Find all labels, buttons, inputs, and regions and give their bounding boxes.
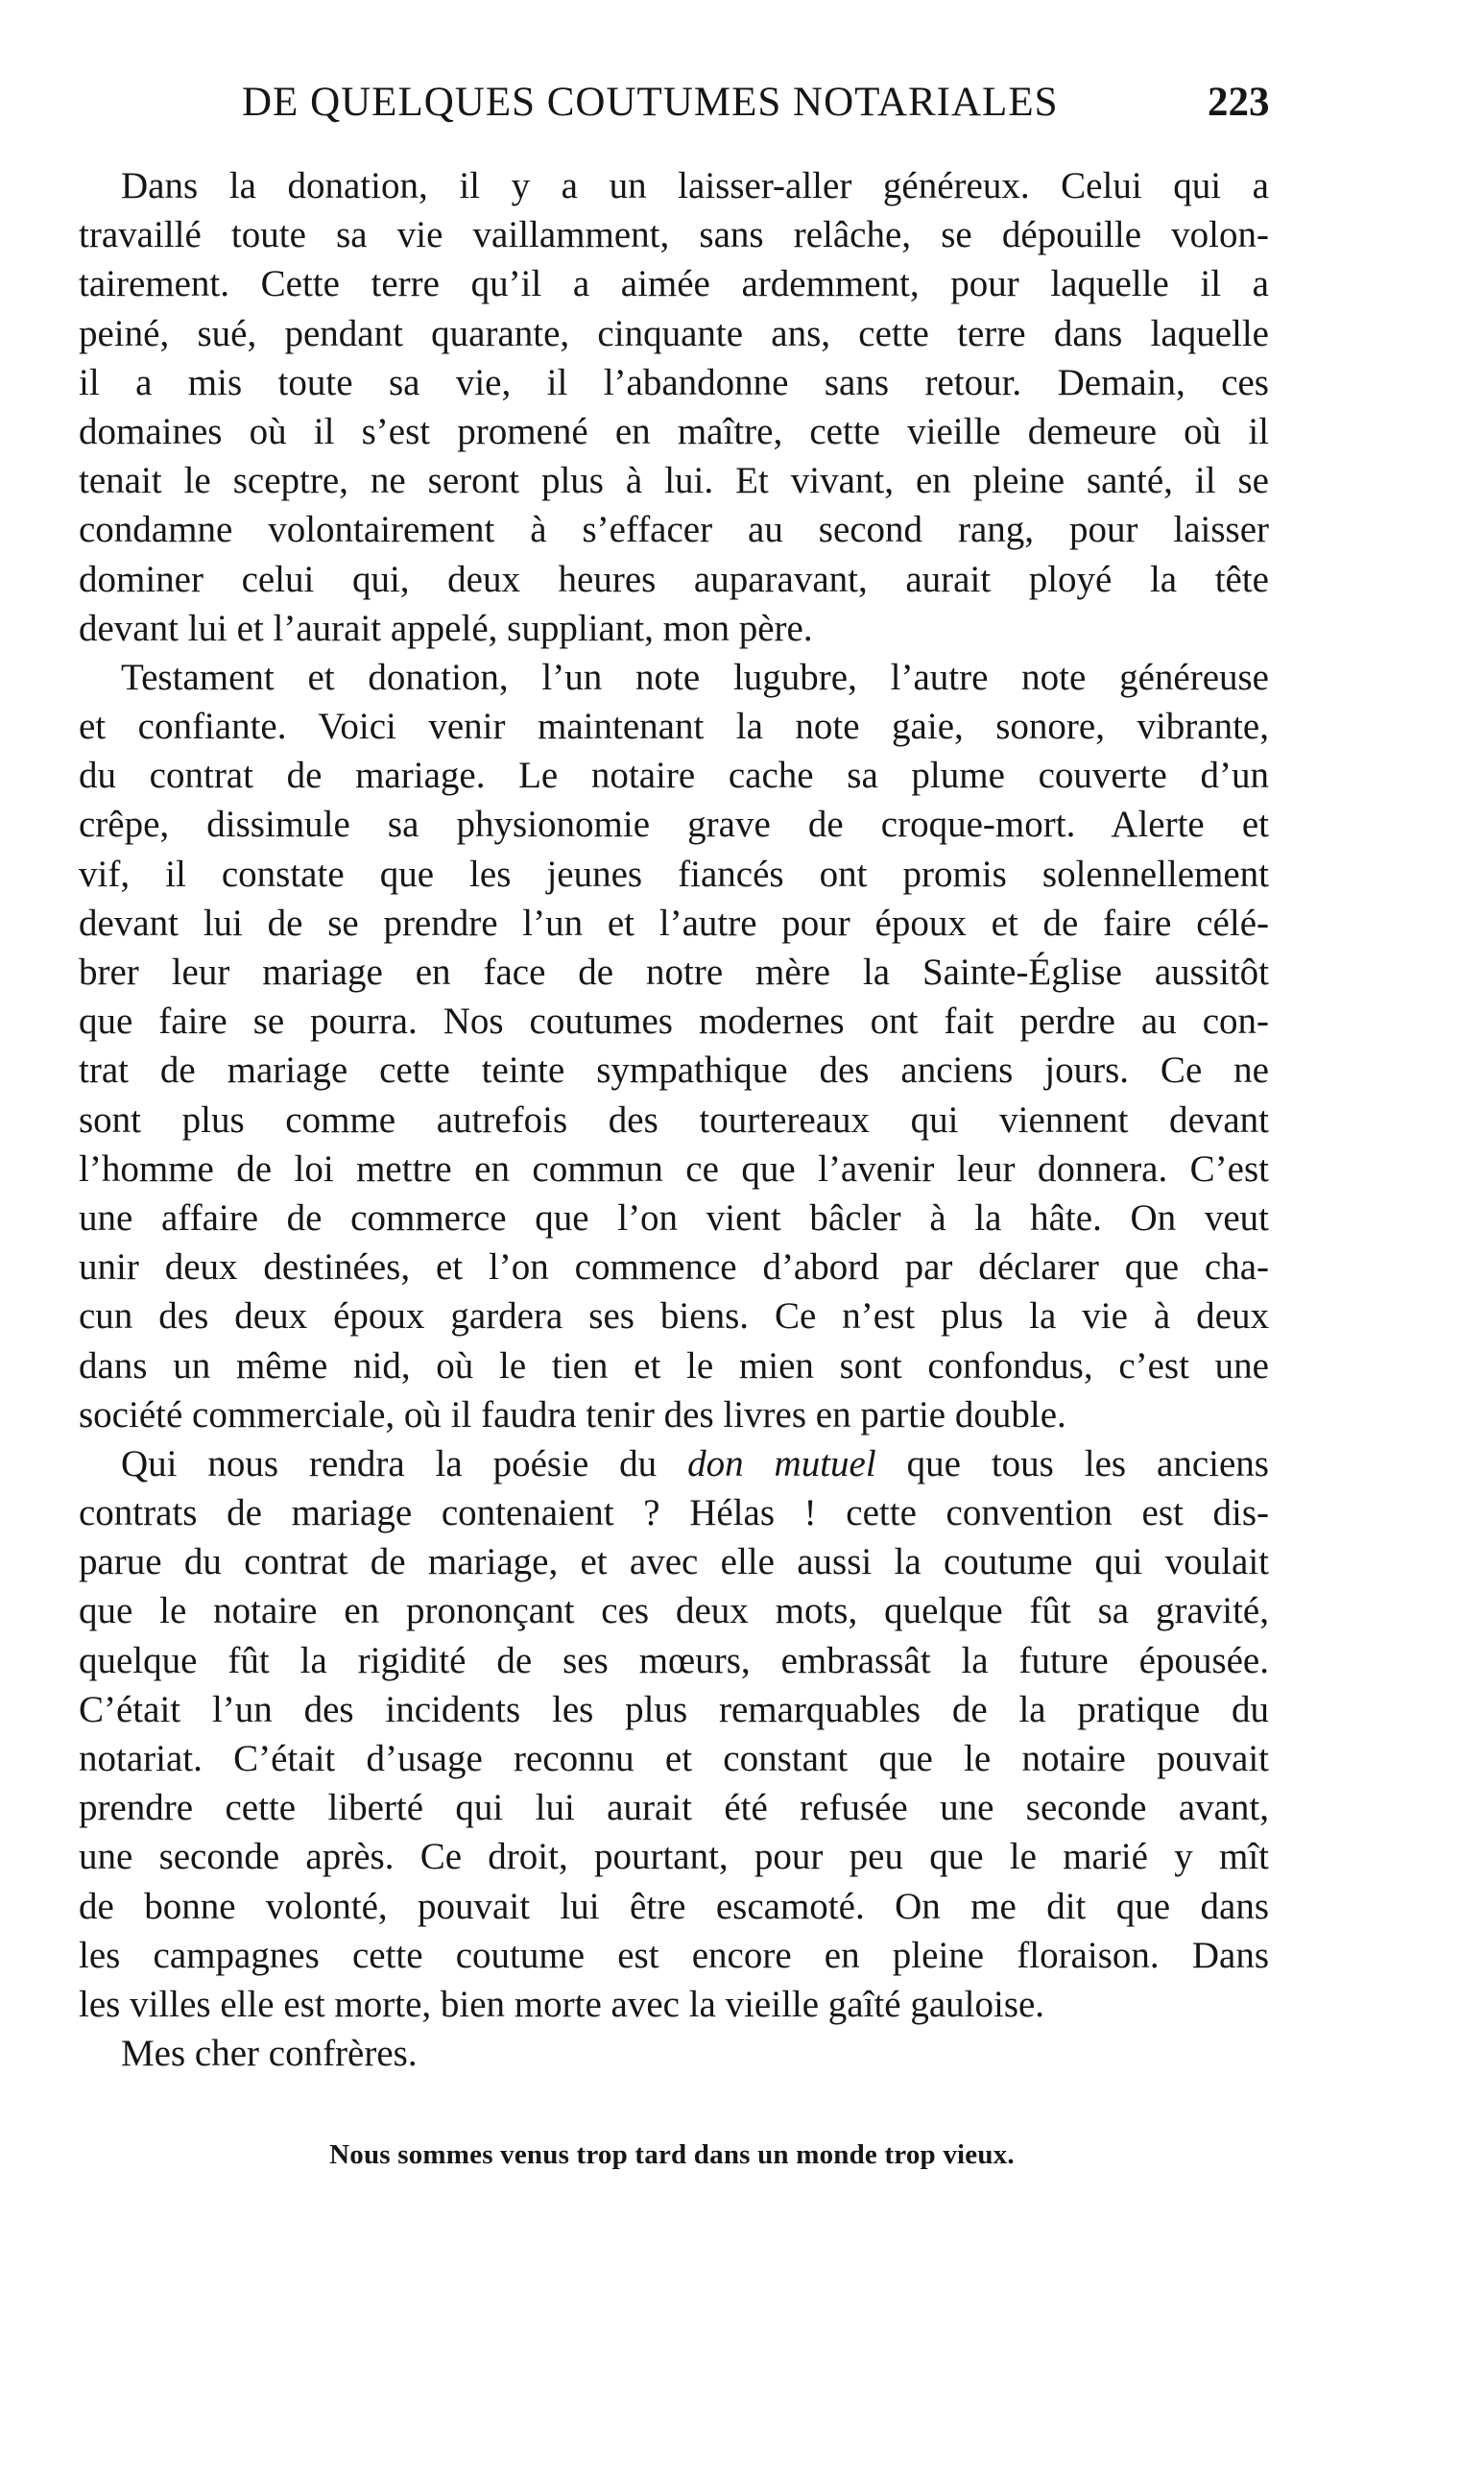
text-line: brer leur mariage en face de notre mère la Sainte-Église aussitôt	[79, 952, 1269, 993]
text-line: l’homme de loi mettre en commun ce que l’avenir leur donnera. C’est	[79, 1147, 1269, 1190]
text-line: trat de mariage cette teinte sympathique des anciens jours. Ce ne	[79, 1049, 1269, 1092]
paragraph-salutation	[79, 2029, 1269, 2078]
paragraph-donation	[79, 161, 1269, 653]
text-line: Dans la donation, il y a un laisser-aller généreux. Celui qui a	[121, 165, 1269, 206]
text-line: C’était l’un des incidents les plus remarquables de la pratique du	[79, 1688, 1269, 1730]
text-line: domaines où il s’est promené en maître, cette vieille demeure où il	[79, 410, 1269, 452]
text-line: les campagnes cette coutume est encore en pleine floraison. Dans	[79, 1934, 1269, 1976]
text-line: devant lui de se prendre l’un et l’autre pour époux et de faire célé-	[79, 902, 1269, 944]
text-run: que tous les anciens	[875, 1442, 1269, 1484]
text-line: les villes elle est morte, bien morte avec la vieille gaîté gauloise.	[79, 1983, 1045, 2025]
text-line: notariat. C’était d’usage reconnu et constant que le notaire pouvait	[79, 1738, 1269, 1779]
text-line: parue du contrat de mariage, et avec elle aussi la coutume qui voulait	[79, 1541, 1269, 1583]
running-head	[77, 79, 1286, 133]
body-text	[79, 161, 1269, 2078]
text-line: travaillé toute sa vie vaillamment, sans relâche, se dépouille volon-	[79, 214, 1269, 256]
text-line: société commerciale, où il faudra tenir des livres en partie double.	[79, 1393, 1066, 1436]
text-run: Qui nous rendra la poésie du	[121, 1442, 688, 1484]
text-line: tenait le sceptre, ne seront plus à lui. Et vivant, en pleine santé, il se	[79, 460, 1269, 502]
closing-quote: Nous sommes venus trop tard dans un monde trop vieux.	[329, 2139, 1015, 2170]
text-line: prendre cette liberté qui lui aurait été refusée une seconde avant,	[79, 1787, 1269, 1829]
text-line: quelque fût la rigidité de ses mœurs, embrassât la future épousée.	[79, 1639, 1269, 1681]
text-line	[79, 1439, 1269, 1488]
paragraph-don-mutuel	[79, 1439, 1269, 2029]
text-line: dominer celui qui, deux heures auparavant, aurait ployé la tête	[79, 558, 1269, 600]
text-line: contrats de mariage contenaient ? Hélas ! cette convention est dis-	[79, 1492, 1269, 1534]
text-line: peiné, sué, pendant quarante, cinquante ans, cette terre dans laquelle	[79, 312, 1269, 354]
text-line: cun des deux époux gardera ses biens. Ce n’est plus la vie à deux	[79, 1295, 1269, 1338]
paragraph-contrat-de-mariage	[79, 653, 1269, 1439]
text-line: de bonne volonté, pouvait lui être escamoté. On me dit que dans	[79, 1885, 1269, 1927]
italic-term: don mutuel	[687, 1442, 876, 1484]
text-line: devant lui et l’aurait appelé, suppliant, mon père.	[79, 607, 813, 649]
text-line: crêpe, dissimule sa physionomie grave de croque-mort. Alerte et	[79, 804, 1269, 846]
text-line: du contrat de mariage. Le notaire cache sa plume couverte d’un	[79, 755, 1269, 797]
text-line: Mes cher confrères.	[121, 2033, 418, 2075]
running-title: DE QUELQUES COUTUMES NOTARIALES	[242, 80, 1059, 125]
text-line: une affaire de commerce que l’on vient bâcler à la hâte. On veut	[79, 1196, 1269, 1239]
text-line: il a mis toute sa vie, il l’abandonne sans retour. Demain, ces	[79, 361, 1269, 403]
text-line: Testament et donation, l’un note lugubre, l’autre note généreuse	[121, 656, 1269, 698]
page-number: 223	[1208, 80, 1270, 125]
text-line: condamne volontairement à s’effacer au second rang, pour laisser	[79, 509, 1269, 551]
text-line: vif, il constate que les jeunes fiancés ont promis solennellement	[79, 853, 1269, 895]
text-line: que le notaire en prononçant ces deux mots, quelque fût sa gravité,	[79, 1590, 1269, 1632]
text-line: sont plus comme autrefois des tourtereaux qui viennent devant	[79, 1098, 1269, 1141]
text-line: dans un même nid, où le tien et le mien sont confondus, c’est une	[79, 1344, 1269, 1387]
text-line: une seconde après. Ce droit, pourtant, pour peu que le marié y mît	[79, 1836, 1269, 1878]
text-line: et confiante. Voici venir maintenant la note gaie, sonore, vibrante,	[79, 706, 1269, 748]
text-line: unir deux destinées, et l’on commence d’abord par déclarer que cha-	[79, 1246, 1269, 1289]
text-line: tairement. Cette terre qu’il a aimée ardemment, pour laquelle il a	[79, 263, 1269, 305]
text-line: que faire se pourra. Nos coutumes modernes ont fait perdre au con-	[79, 1001, 1269, 1043]
